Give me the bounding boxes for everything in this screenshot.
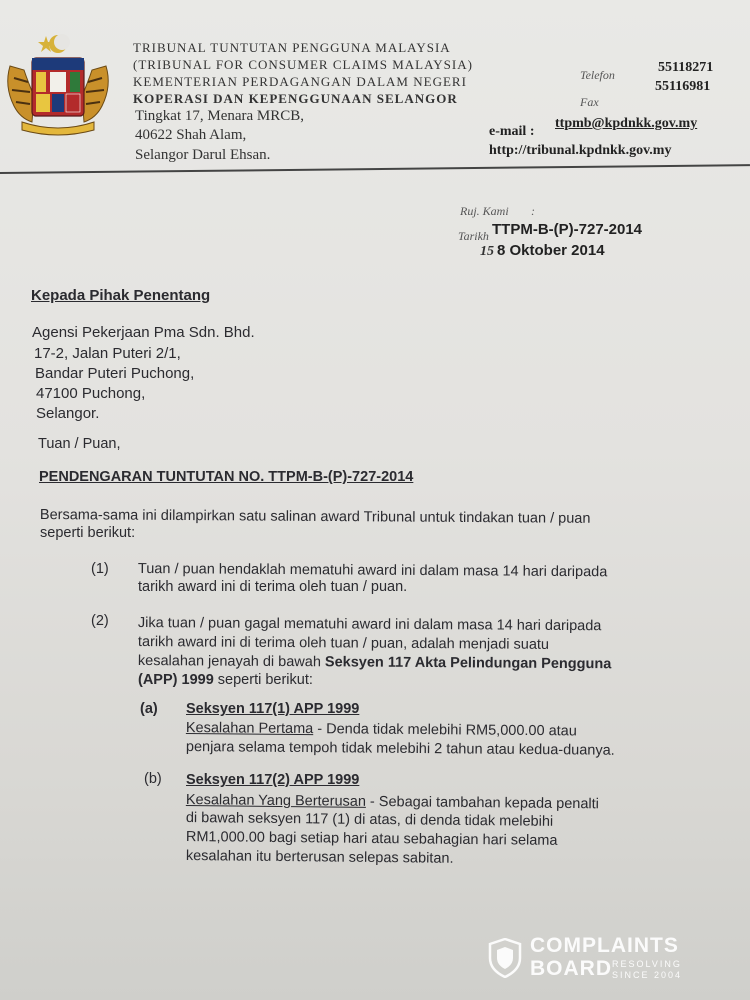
sub-a-line-1-text: - Denda tidak melebihi RM5,000.00 atau	[313, 721, 577, 740]
org-name-line-3: KEMENTERIAN PERDAGANGAN DALAM NEGERI	[133, 74, 467, 89]
shield-logo-icon	[488, 938, 522, 978]
intro-line-2: seperti berikut:	[40, 525, 136, 541]
item-2-line-2: tarikh award ini di terima oleh tuan / puan, adalah menjadi suatu	[137, 634, 550, 653]
header-divider	[0, 164, 750, 174]
recipient-line-5: Selangor.	[36, 405, 100, 422]
app-1999-abbrev: (APP) 1999	[138, 672, 214, 688]
fax-label: Fax	[580, 95, 599, 109]
org-name-line-1: TRIBUNAL TUNTUTAN PENGGUNA MALAYSIA	[133, 40, 451, 55]
handwritten-day: 15	[480, 244, 494, 259]
sub-b-line-4: kesalahan itu berterusan selepas sabitan.	[185, 847, 454, 867]
complaints-board-watermark	[488, 936, 728, 984]
item-2-line-4	[138, 671, 313, 690]
sub-a-title: Seksyen 117(1) APP 1999	[186, 701, 360, 717]
ruj-kami-colon: :	[531, 204, 535, 218]
item-2-line-3-text: kesalahan jenayah di bawah	[137, 653, 326, 671]
malaysia-coat-of-arms-icon	[2, 26, 114, 138]
address-line-2: 40622 Shah Alam,	[135, 127, 247, 143]
item-2-line-4-text: seperti berikut:	[213, 672, 313, 688]
watermark-board: BOARD	[530, 957, 612, 980]
recipient-line-2: 17-2, Jalan Puteri 2/1,	[34, 345, 181, 362]
watermark-complaints: COMPLAINTS	[530, 934, 679, 957]
recipient-line-4: 47100 Puchong,	[36, 385, 146, 402]
item-1-line-2: tarikh award ini di terima oleh tuan / puan.	[138, 579, 408, 595]
recipient-line-1: Agensi Pekerjaan Pma Sdn. Bhd.	[32, 324, 255, 341]
sub-a-number: (a)	[140, 701, 158, 717]
sub-b-line-2: di bawah seksyen 117 (1) di atas, di denda tidak melebihi	[185, 809, 554, 830]
seksyen-117-act-name: Seksyen 117 Akta Pelindungan Pengguna	[324, 654, 612, 673]
watermark-tag-1: RESOLVING	[612, 959, 682, 969]
tarikh-label: Tarikh	[458, 229, 489, 243]
recipient-line-3: Bandar Puteri Puchong,	[35, 365, 195, 382]
intro-line-1: Bersama-sama ini dilampirkan satu salinan award Tribunal untuk tindakan tuan / puan	[39, 506, 591, 527]
email-value: ttpmb@kpdnkk.gov.my	[555, 116, 698, 131]
telefon-value: 55118271	[658, 60, 714, 75]
website-value: http://tribunal.kpdnkk.gov.my	[489, 143, 672, 158]
recipient-heading: Kepada Pihak Penentang	[31, 287, 211, 304]
sub-a-line-2: penjara selama tempoh tidak melebihi 2 tahun atau kedua-duanya.	[185, 738, 615, 759]
email-label: e-mail :	[489, 124, 535, 139]
item-2-number: (2)	[91, 613, 109, 629]
reference-number: TTPM-B-(P)-727-2014	[492, 221, 643, 238]
letter-date: 8 Oktober 2014	[497, 242, 605, 259]
sub-b-number: (b)	[144, 771, 162, 787]
org-name-line-4: KOPERASI DAN KEPENGGUNAAN SELANGOR	[133, 91, 458, 106]
address-line-3: Selangor Darul Ehsan.	[135, 147, 271, 163]
item-2-line-1: Jika tuan / puan gagal mematuhi award ini dalam masa 14 hari daripada	[137, 615, 602, 635]
ruj-kami-label: Ruj. Kami	[460, 204, 509, 218]
sub-a-term: Kesalahan Pertama	[185, 719, 314, 738]
sub-b-line-3: RM1,000.00 bagi setiap hari atau sebahagian hari selama	[185, 828, 558, 849]
address-line-1: Tingkat 17, Menara MRCB,	[135, 108, 305, 124]
subject-line: PENDENGARAN TUNTUTAN NO. TTPM-B-(P)-727-2014	[39, 469, 414, 485]
watermark-tag-2: SINCE 2004	[612, 970, 683, 980]
org-name-line-2: (TRIBUNAL FOR CONSUMER CLAIMS MALAYSIA)	[133, 57, 473, 72]
salutation: Tuan / Puan,	[38, 436, 121, 452]
item-1-line-1: Tuan / puan hendaklah mematuhi award ini dalam masa 14 hari daripada	[137, 561, 608, 581]
sub-b-line-1-text: - Sebagai tambahan kepada penalti	[365, 793, 599, 813]
telefon-label: Telefon	[580, 68, 615, 82]
fax-value: 55116981	[655, 79, 711, 94]
sub-b-title: Seksyen 117(2) APP 1999	[186, 772, 360, 788]
item-1-number: (1)	[91, 561, 109, 577]
sub-b-term: Kesalahan Yang Berterusan	[185, 791, 367, 810]
